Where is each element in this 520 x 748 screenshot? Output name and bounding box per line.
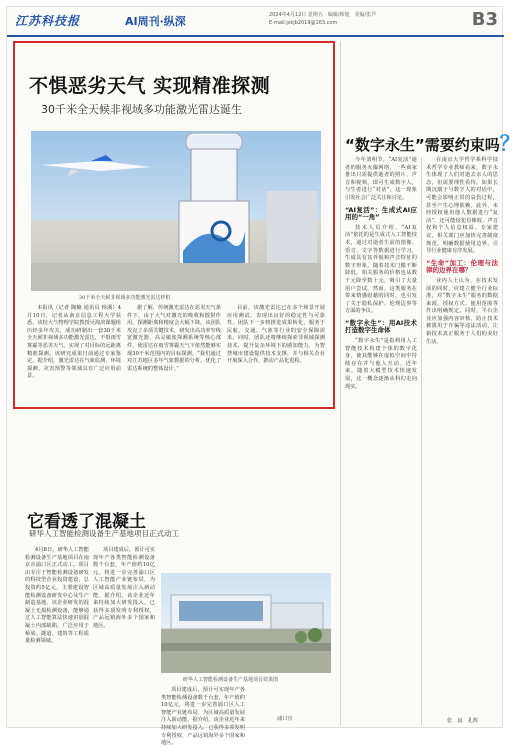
bottom-photo-caption: 研华人工智能检测设备生产基地项目效果图 bbox=[183, 677, 279, 683]
issue-date-editors: 2024年4月12日 星期五 编辑/韩旭 美编/张芦 bbox=[269, 12, 377, 18]
bottom-headline: 它看透了混凝土 bbox=[27, 512, 146, 532]
feature-intro: 今年清明节，“AI复活”逝者的服务火爆网络，一些商家推出只需提供逝者的照片、声音和视频，即可生成数字人，与生者进行“对话”。这一现象引发社会广泛关注和讨论。 bbox=[345, 157, 417, 201]
feature-col3-tail: “数字永生”是指利用人工智能技术构建个体的数字化身，使其能够在虚拟空间中持续存在并与他人互动。近年来，随着大模型技术快速发展，这一概念逐渐从科幻走向现实。 bbox=[345, 338, 417, 390]
lead-photo-caption: 30千米全天候非视域多功能激光雷达样机 bbox=[79, 295, 171, 301]
bottom-column-2 bbox=[93, 547, 155, 723]
lead-headline: 不惧恶劣天气 实现精准探测 bbox=[29, 75, 271, 97]
bottom-col1-text: 4月8日，研华人工智能检测设备生产基地项目在南京市浦口区正式动工。项目由专注于智能检测设备研发的科技型企业投资建设，总投资约5亿元，主要建设智能检测设备研发中心及生产制造基地。该企业研发的混凝土无损检测设备，能够通过人工智能算法快速识别混凝土内部缺陷，广泛应用于桥梁、隧道、建筑等工程质量检测领域。 bbox=[25, 547, 89, 645]
feature-headline-prefix: “数字永生” bbox=[345, 136, 425, 154]
lead-column-2 bbox=[127, 305, 221, 405]
lead-col3-text: 目前，该激光雷达已在多个场景开展应用测试，表现出良好的稳定性与可靠性。团队下一步将推进成果转化，服务于民航、交通、气象等行业的安全保障需求。同时，团队还将继续探索非视域探测技术，提升复杂环境下的感知能力，为智慧城市建设提供技术支撑，并与相关企业开展深入合作，推动产品化进程。 bbox=[227, 305, 325, 365]
feature-column-2 bbox=[426, 157, 498, 725]
factory-rendering-photo bbox=[161, 573, 331, 673]
page-number: B3 bbox=[471, 9, 498, 30]
lead-column-3 bbox=[227, 305, 325, 405]
lidar-illustration bbox=[31, 131, 321, 291]
factory-illustration bbox=[161, 573, 331, 673]
lead-subheadline: 30千米全天候非视域多功能激光雷达诞生 bbox=[41, 103, 242, 116]
issue-email: E-mail:jskjb2019@163.com bbox=[269, 20, 338, 26]
bottom-column-3 bbox=[161, 687, 245, 747]
feature-subhead-1: “AI复活”：生成式AI应用的“一角” bbox=[345, 205, 417, 222]
feature-author: 张 晨 孔辉 bbox=[447, 718, 479, 724]
bottom-subheadline: 研华人工智能检测设备生产基地项目正式动工 bbox=[29, 529, 179, 538]
lidar-photo bbox=[31, 131, 321, 291]
masthead bbox=[7, 7, 504, 37]
lead-column-1 bbox=[27, 305, 121, 405]
bottom-column-1 bbox=[25, 547, 89, 723]
question-mark-icon: ？ bbox=[499, 131, 520, 155]
newspaper-page bbox=[6, 6, 520, 747]
issue-meta bbox=[269, 11, 376, 27]
feature-subhead-3: “数字永生”：用AI技术打造数字生命体 bbox=[345, 318, 417, 335]
bottom-credit: 浦口宣 bbox=[277, 716, 293, 722]
feature-column-1 bbox=[345, 157, 417, 725]
lead-col2-text: 据了解，传统激光雷达在恶劣天气条件下，由于大气对激光的吸收和散射作用，探测距离和精度会大幅下降。该团队攻克了多项关键技术，研发出高功率窄线宽激光器、高灵敏度探测系统等核心部件，使雷达在雨雪雾霾天气下依然能够实现30千米范围内的目标探测。“我们通过对江苏地区多年气象数据的分析，优化了雷达系统的整体设计。” bbox=[127, 305, 221, 372]
newspaper-brand: 江苏科技报 bbox=[15, 14, 81, 28]
lead-story-highlight-frame bbox=[13, 41, 335, 409]
column-divider bbox=[340, 41, 341, 725]
feature-col2-body: 在南京大学哲学系科学技术哲学专业教师看来，数字永生体现了人们对逝去亲人的思念，但需要理性看待。如果长期沉溺于与数字人的对话中，可能会影响正常的哀伤过程，甚至产生心理依赖。此外，未经授权使用他人数据进行“复活”，还可能侵犯肖像权、声音权和个人信息权益。专家建议，相关部门应加快完善制度规范，明确数据使用边界，引导行业健康有序发展。 bbox=[426, 157, 498, 255]
feature-headline-suffix: 需要约束吗 bbox=[424, 136, 500, 154]
lead-col1-text: 本报讯（记者 陶楠 通讯员 杨溪）4月10日，记者从南京信息工程大学获悉，该校大气物理学院教授吴海滨课题组历经多年攻关，成功研制出一套30千米全天候非视域多功能激光雷达，不惧雨雪雾霾等恶劣天气，实现了对目标的远距离精准探测。该研究成果日前通过专家鉴定。据介绍，激光雷达在气象监测、环境探测、灾害预警等领域具有广泛应用前景。 bbox=[27, 305, 121, 380]
section-title: AI周刊·纵深 bbox=[125, 15, 186, 28]
feature-col2-tail: 业内人士认为，在技术发展的同时，应建立健全行业标准，对“数字永生”服务的数据来源、授权方式、使用范围等作出明确规定。同时，平台企业应加强内容审核，防止技术被滥用于诈骗等违法活动，让新技术真正服务于人们的美好生活。 bbox=[426, 277, 498, 345]
bottom-col2-text: 项目建成后，预计可实现年产各类智能检测设备数千台套，年产值约10亿元，将进一步完善浦口区人工智能产业链布局，为区域高质量发展注入新动能。据介绍，该企业近年来持续加大研发投入，已获得多项发明专利授权，产品远销海外多个国家和地区。 bbox=[93, 547, 155, 629]
bottom-col2-continued: 项目建成后，预计可实现年产各类智能检测设备数千台套，年产值约10亿元，将进一步完善浦口区人工智能产业链布局，为区域高质量发展注入新动能。据介绍，该企业近年来持续加大研发投入，已获得多项发明专利授权，产品远销海外多个国家和地区。 bbox=[161, 687, 245, 747]
feature-subhead-2: “生命”加工：伦理与法律的边界在哪？ bbox=[426, 258, 498, 275]
feature-headline bbox=[345, 127, 520, 156]
feature-column-divider bbox=[421, 157, 422, 725]
feature-col1-body: 技术人员介绍，“AI复活”依托的是生成式人工智能技术，通过对逝者生前的图像、语音、文字等数据进行学习，生成具有其外貌和声音特征的数字形象。随着技术门槛不断降低，相关服务的价格也从数千元降至数十元，吸引了大量用户尝试。然而，这类服务在带来情感慰藉的同时，也引发了关于隐私保护、伦理边界等方面的争议。 bbox=[345, 224, 417, 315]
